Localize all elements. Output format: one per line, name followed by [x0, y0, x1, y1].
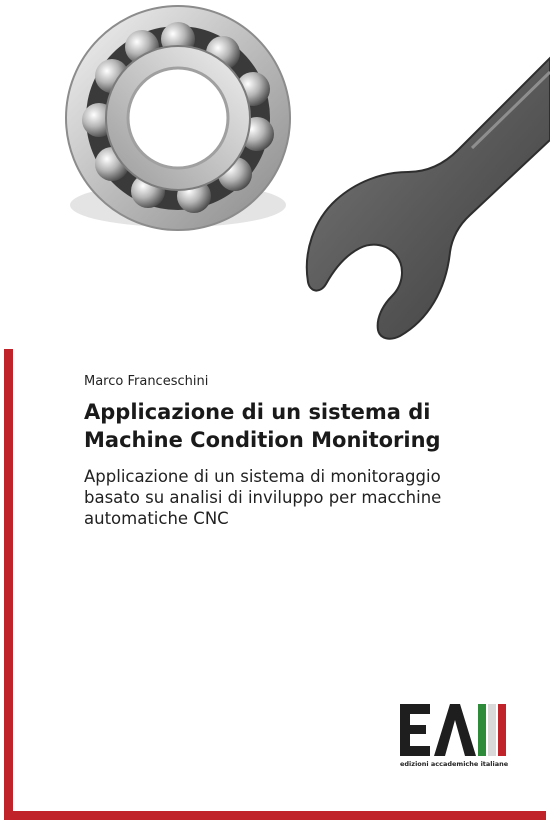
book-title-line-2: Machine Condition Monitoring	[84, 428, 441, 452]
book-subtitle-line-3: automatiche CNC	[84, 509, 229, 528]
book-title-line-1: Applicazione di un sistema di	[84, 400, 431, 424]
publisher-logo	[398, 702, 510, 766]
red-accent-bar-left	[4, 349, 13, 820]
red-accent-bar-bottom	[4, 811, 546, 820]
book-subtitle-line-2: basato su analisi di inviluppo per macchine	[84, 488, 442, 507]
cover-illustration	[0, 0, 550, 345]
wrench-image	[307, 58, 550, 339]
book-author: Marco Franceschini	[84, 374, 209, 389]
ball-bearing-image	[66, 6, 290, 230]
book-subtitle	[84, 466, 524, 529]
book-subtitle-line-1: Applicazione di un sistema di monitoraggio	[84, 467, 441, 486]
book-title	[84, 398, 524, 454]
publisher-name: edizioni accademiche italiane	[400, 760, 509, 768]
